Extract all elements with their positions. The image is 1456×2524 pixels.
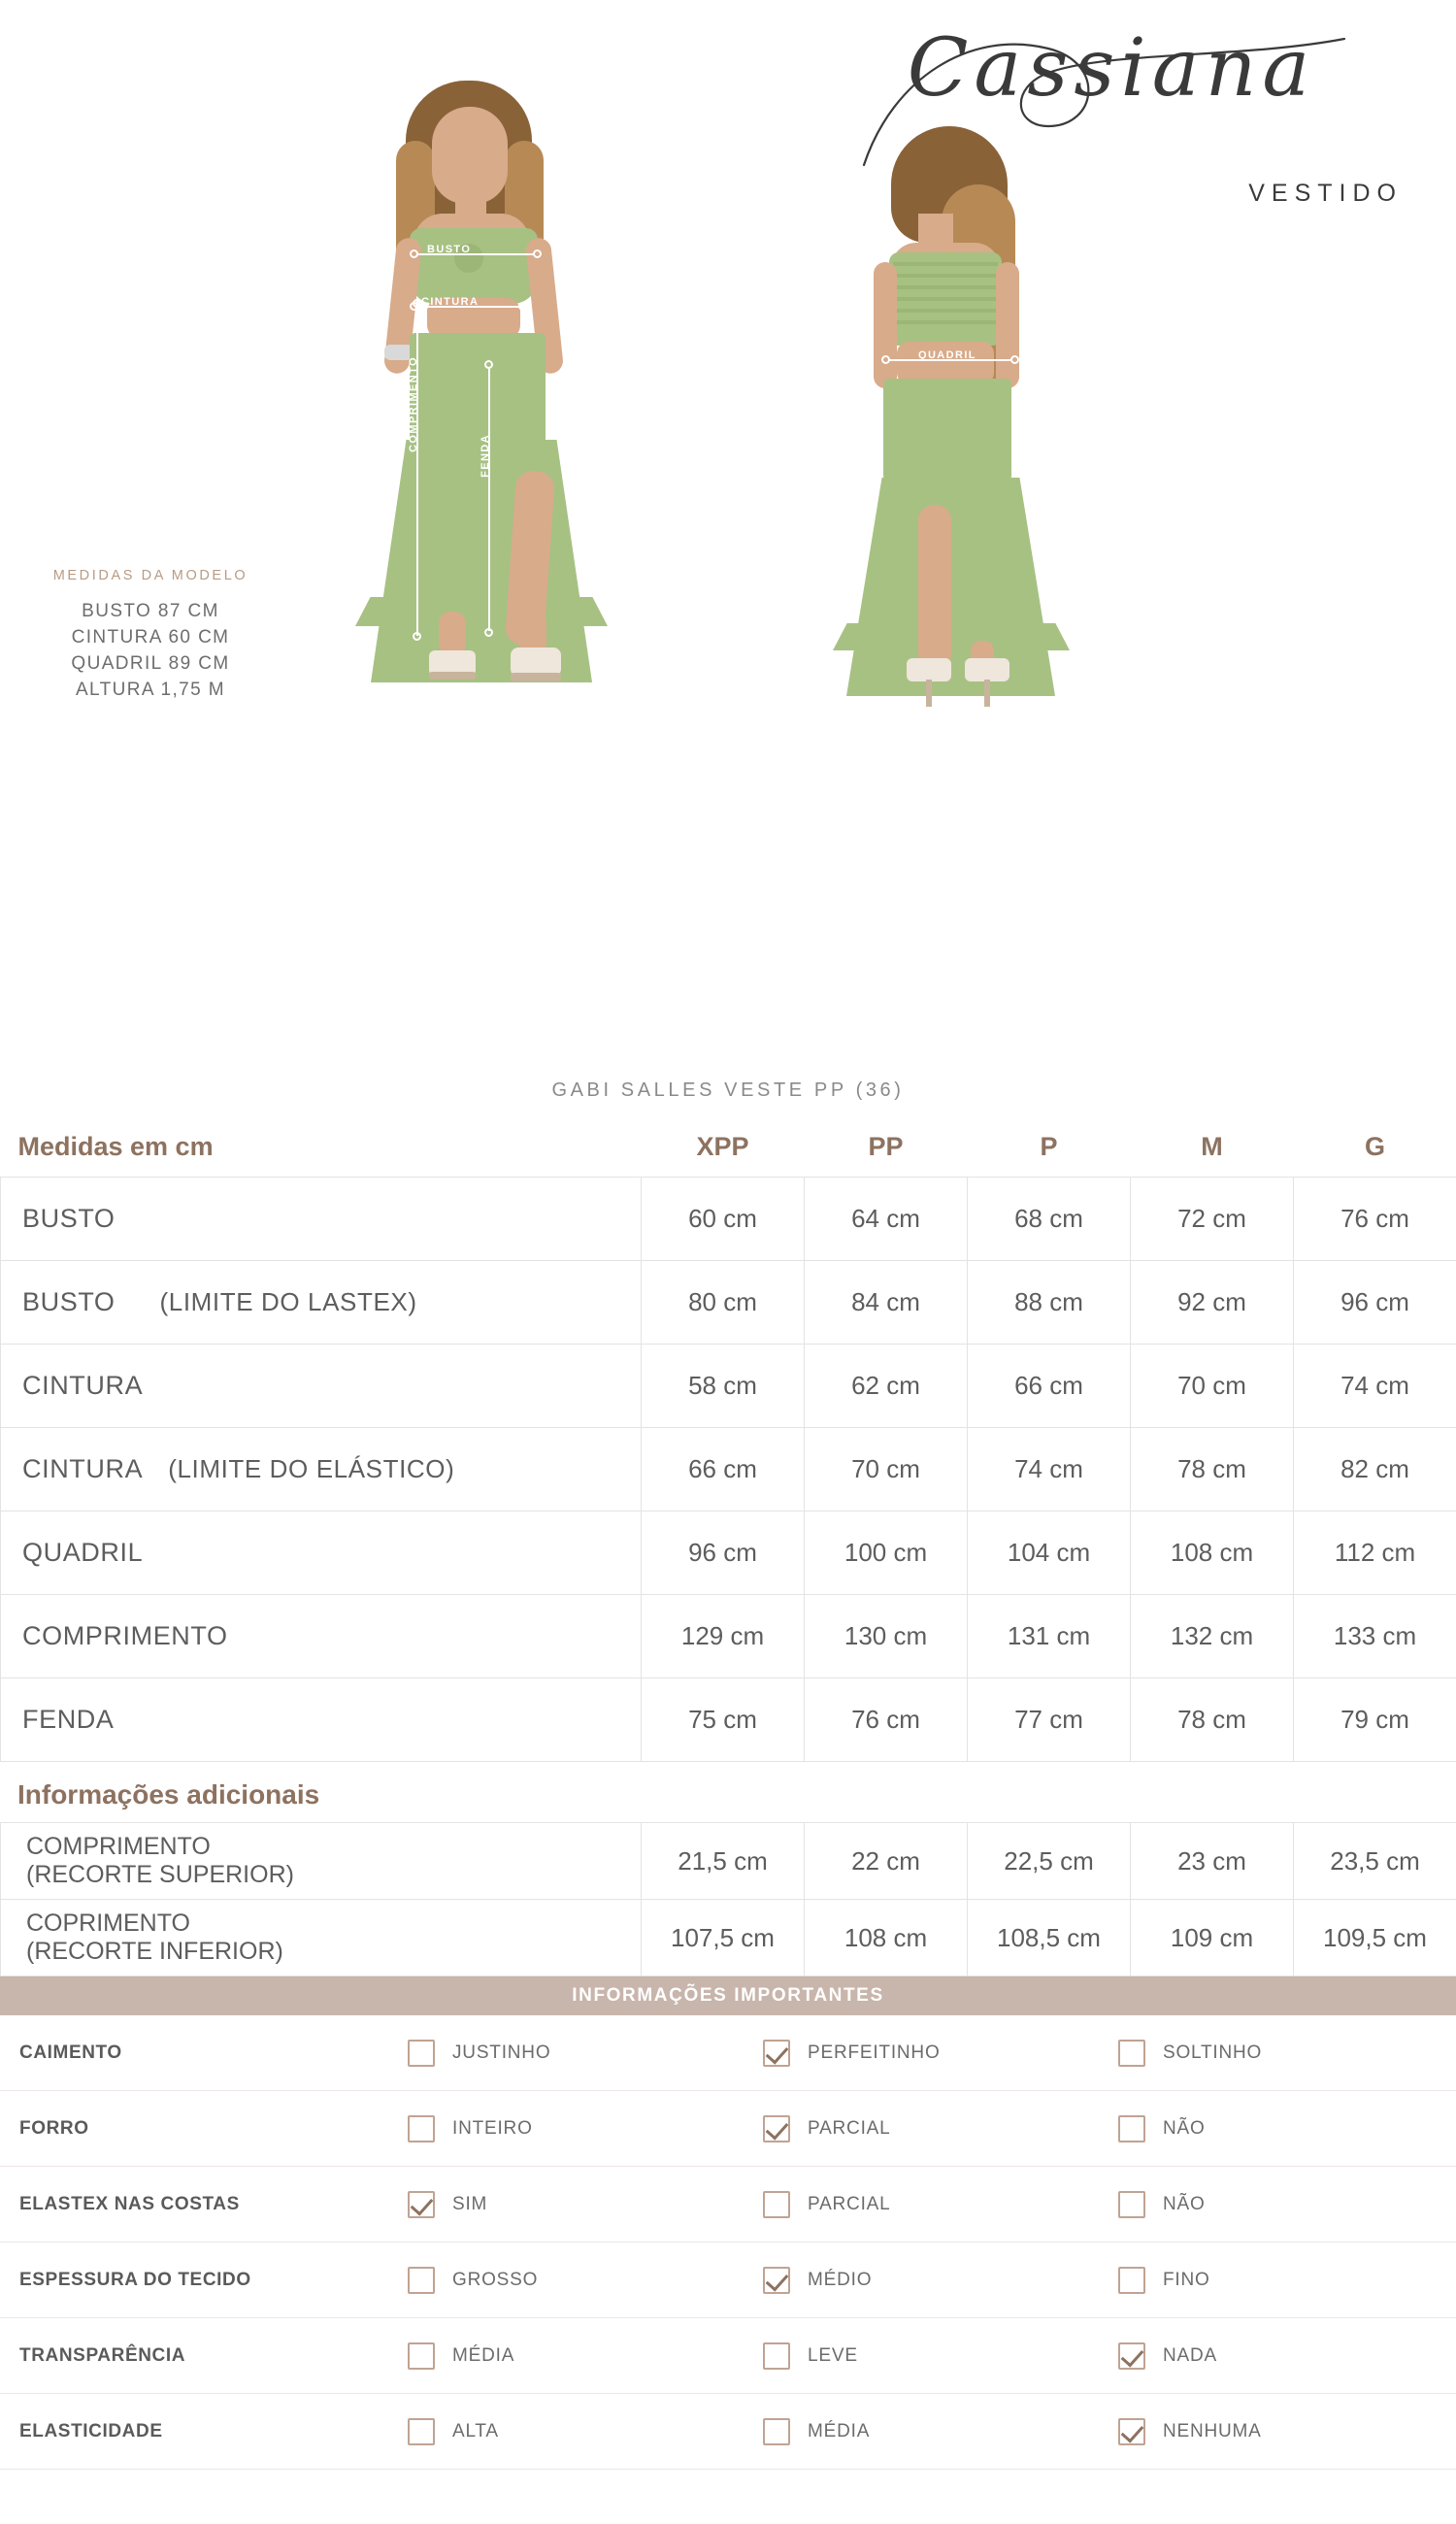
checkbox-elasticidade-nenhuma[interactable]: [1118, 2418, 1145, 2445]
cell-comprimento-m: 132 cm: [1131, 1595, 1294, 1678]
option-espessura-medio[interactable]: [763, 2242, 1118, 2318]
size-chart-title: Medidas em cm: [17, 1131, 214, 1161]
table-row: [1, 1178, 1456, 1261]
measure-label-quadril: QUADRIL: [918, 349, 976, 361]
cell-cintura-elastico-p: 74 cm: [968, 1428, 1131, 1511]
option-label: NADA: [1163, 2344, 1217, 2366]
checkbox-caimento-perfeitinho[interactable]: [763, 2040, 790, 2067]
cell-cintura-elastico-g: 82 cm: [1294, 1428, 1456, 1511]
checkbox-elastex-sim[interactable]: [408, 2191, 435, 2218]
table-row: [0, 2394, 1456, 2470]
checkbox-espessura-medio[interactable]: [763, 2267, 790, 2294]
brand-name: Cassiana: [907, 22, 1316, 115]
checkbox-elastex-nao[interactable]: [1118, 2191, 1145, 2218]
row-label-busto: [1, 1178, 642, 1261]
row-label-sub: (LIMITE DO LASTEX): [159, 1287, 417, 1316]
brand-subtitle: VESTIDO: [1248, 180, 1403, 207]
cell-busto-lastex-xpp: 80 cm: [642, 1261, 805, 1345]
option-label: MÉDIO: [808, 2269, 873, 2290]
size-header-g: G: [1364, 1131, 1385, 1161]
table-row: [0, 2015, 1456, 2091]
option-espessura-grosso[interactable]: [408, 2242, 763, 2318]
model-measurement-quadril: QUADRIL 89 CM: [71, 652, 230, 674]
row-label-quadril: [1, 1511, 642, 1595]
cell-quadril-xpp: 96 cm: [642, 1511, 805, 1595]
measure-line-fenda: [488, 367, 490, 631]
option-label: MÉDIA: [808, 2420, 871, 2441]
cell-busto-lastex-m: 92 cm: [1131, 1261, 1294, 1345]
cell-quadril-g: 112 cm: [1294, 1511, 1456, 1595]
cell-cintura-p: 66 cm: [968, 1345, 1131, 1428]
option-espessura-fino[interactable]: [1118, 2242, 1456, 2318]
measure-point-comprimento-bottom: [413, 632, 421, 641]
table-row: [1, 1678, 1456, 1762]
table-row: [0, 2242, 1456, 2318]
option-label: SIM: [452, 2193, 488, 2214]
measure-line-comprimento: [416, 306, 418, 636]
important-info-banner: INFORMAÇÕES IMPORTANTES: [0, 1976, 1456, 2015]
row-label-text: QUADRIL: [22, 1538, 144, 1567]
checkbox-espessura-grosso[interactable]: [408, 2267, 435, 2294]
cell-quadril-p: 104 cm: [968, 1511, 1131, 1595]
cell-fenda-xpp: 75 cm: [642, 1678, 805, 1762]
measure-label-comprimento: COMPRIMENTO: [408, 356, 419, 452]
cell-cintura-pp: 62 cm: [805, 1345, 968, 1428]
cell-busto-xpp: 60 cm: [642, 1178, 805, 1261]
option-elasticidade-alta[interactable]: [408, 2394, 763, 2470]
cell-busto-pp: 64 cm: [805, 1178, 968, 1261]
table-row: [1, 1261, 1456, 1345]
table-row: [1, 1345, 1456, 1428]
option-label: PARCIAL: [808, 2117, 891, 2139]
row-label-line1: COMPRIMENTO: [26, 1833, 211, 1861]
row-label-text: CINTURA: [22, 1371, 144, 1400]
important-row-label-transparencia: TRANSPARÊNCIA: [0, 2318, 408, 2394]
checkbox-elastex-parcial[interactable]: [763, 2191, 790, 2218]
cell-cintura-xpp: 58 cm: [642, 1345, 805, 1428]
size-chart-section: [0, 1116, 1456, 2470]
option-label: SOLTINHO: [1163, 2042, 1263, 2063]
row-label-text: CINTURA: [22, 1454, 144, 1483]
checkbox-forro-nao[interactable]: [1118, 2115, 1145, 2142]
option-label: NENHUMA: [1163, 2420, 1262, 2441]
cell-comp-inf-pp: 108 cm: [805, 1900, 968, 1976]
checkbox-espessura-fino[interactable]: [1118, 2267, 1145, 2294]
checkbox-elasticidade-media[interactable]: [763, 2418, 790, 2445]
row-label-cintura-elastico: [1, 1428, 642, 1511]
additional-info-title: Informações adicionais: [17, 1779, 320, 1810]
measure-label-cintura: CINTURA: [421, 296, 480, 308]
model-measurements-title: MEDIDAS DA MODELO: [52, 568, 248, 583]
model-photo-back: [825, 116, 1175, 1073]
size-header-pp: PP: [868, 1131, 904, 1161]
option-label: ALTA: [452, 2420, 499, 2441]
cell-comp-sup-g: 23,5 cm: [1294, 1823, 1456, 1900]
option-label: INTEIRO: [452, 2117, 533, 2139]
option-transparencia-leve[interactable]: [763, 2318, 1118, 2394]
table-row: [0, 2318, 1456, 2394]
checkbox-forro-parcial[interactable]: [763, 2115, 790, 2142]
size-header-p: P: [1040, 1131, 1058, 1161]
row-label-line2: (RECORTE SUPERIOR): [26, 1861, 294, 1888]
option-caimento-perfeitinho[interactable]: [763, 2015, 1118, 2091]
measure-label-fenda: FENDA: [480, 434, 491, 478]
cell-cintura-elastico-pp: 70 cm: [805, 1428, 968, 1511]
row-label-text: COMPRIMENTO: [22, 1621, 228, 1650]
option-transparencia-media[interactable]: [408, 2318, 763, 2394]
option-forro-nao[interactable]: [1118, 2091, 1456, 2167]
option-label: LEVE: [808, 2344, 858, 2366]
checkbox-elasticidade-alta[interactable]: [408, 2418, 435, 2445]
model-measurement-cintura: CINTURA 60 CM: [71, 626, 230, 648]
model-caption: GABI SALLES VESTE PP (36): [551, 1079, 905, 1101]
option-forro-parcial[interactable]: [763, 2091, 1118, 2167]
option-label: JUSTINHO: [452, 2042, 551, 2063]
option-label: NÃO: [1163, 2117, 1206, 2139]
table-row: [1, 1595, 1456, 1678]
cell-comp-inf-m: 109 cm: [1131, 1900, 1294, 1976]
important-row-label-caimento: CAIMENTO: [0, 2015, 408, 2091]
cell-busto-lastex-g: 96 cm: [1294, 1261, 1456, 1345]
cell-busto-m: 72 cm: [1131, 1178, 1294, 1261]
cell-quadril-m: 108 cm: [1131, 1511, 1294, 1595]
table-row: [1, 1511, 1456, 1595]
model-measurements: [39, 568, 262, 704]
option-forro-inteiro[interactable]: [408, 2091, 763, 2167]
cell-cintura-m: 70 cm: [1131, 1345, 1294, 1428]
table-row: [0, 2167, 1456, 2242]
cell-comp-sup-m: 23 cm: [1131, 1823, 1294, 1900]
additional-info-table: [0, 1822, 1456, 1976]
row-label-text: BUSTO: [22, 1287, 116, 1316]
row-label-comprimento-inferior: [1, 1900, 642, 1976]
row-label-fenda: [1, 1678, 642, 1762]
cell-comprimento-g: 133 cm: [1294, 1595, 1456, 1678]
option-label: PERFEITINHO: [808, 2042, 941, 2063]
cell-comp-sup-pp: 22 cm: [805, 1823, 968, 1900]
cell-busto-p: 68 cm: [968, 1178, 1131, 1261]
row-label-sub: (LIMITE DO ELÁSTICO): [168, 1454, 455, 1483]
table-row: [1, 1900, 1456, 1976]
cell-cintura-elastico-m: 78 cm: [1131, 1428, 1294, 1511]
option-elastex-sim[interactable]: [408, 2167, 763, 2242]
option-elasticidade-nenhuma[interactable]: [1118, 2394, 1456, 2470]
option-elasticidade-media[interactable]: [763, 2394, 1118, 2470]
row-label-line1: COPRIMENTO: [26, 1910, 190, 1938]
row-label-text: BUSTO: [22, 1204, 116, 1233]
checkbox-forro-inteiro[interactable]: [408, 2115, 435, 2142]
cell-busto-g: 76 cm: [1294, 1178, 1456, 1261]
cell-fenda-m: 78 cm: [1131, 1678, 1294, 1762]
cell-comp-sup-p: 22,5 cm: [968, 1823, 1131, 1900]
cell-quadril-pp: 100 cm: [805, 1511, 968, 1595]
cell-comp-inf-xpp: 107,5 cm: [642, 1900, 805, 1976]
measure-point-fenda-bottom: [484, 628, 493, 637]
cell-comp-inf-g: 109,5 cm: [1294, 1900, 1456, 1976]
row-label-busto-lastex: [1, 1261, 642, 1345]
checkbox-transparencia-leve[interactable]: [763, 2342, 790, 2370]
cell-fenda-g: 79 cm: [1294, 1678, 1456, 1762]
option-label: GROSSO: [452, 2269, 539, 2290]
checkbox-transparencia-nada[interactable]: [1118, 2342, 1145, 2370]
cell-comprimento-p: 131 cm: [968, 1595, 1131, 1678]
table-row: [0, 2091, 1456, 2167]
important-row-label-elasticidade: ELASTICIDADE: [0, 2394, 408, 2470]
table-row: [1, 1428, 1456, 1511]
option-elastex-nao[interactable]: [1118, 2167, 1456, 2242]
important-row-label-espessura: ESPESSURA DO TECIDO: [0, 2242, 408, 2318]
cell-comp-inf-p: 108,5 cm: [968, 1900, 1131, 1976]
cell-comprimento-xpp: 129 cm: [642, 1595, 805, 1678]
size-header-m: M: [1201, 1131, 1223, 1161]
table-row: [1, 1823, 1456, 1900]
hero-section: [0, 0, 1456, 1116]
important-info-table: [0, 2015, 1456, 2470]
option-elastex-parcial[interactable]: [763, 2167, 1118, 2242]
cell-fenda-p: 77 cm: [968, 1678, 1131, 1762]
checkbox-caimento-soltinho[interactable]: [1118, 2040, 1145, 2067]
important-row-label-elastex: ELASTEX NAS COSTAS: [0, 2167, 408, 2242]
size-header-xpp: XPP: [696, 1131, 749, 1161]
row-label-line2: (RECORTE INFERIOR): [26, 1938, 283, 1965]
cell-fenda-pp: 76 cm: [805, 1678, 968, 1762]
row-label-text: FENDA: [22, 1705, 115, 1734]
option-caimento-justinho[interactable]: [408, 2015, 763, 2091]
cell-busto-lastex-pp: 84 cm: [805, 1261, 968, 1345]
option-transparencia-nada[interactable]: [1118, 2318, 1456, 2394]
row-label-cintura: [1, 1345, 642, 1428]
option-caimento-soltinho[interactable]: [1118, 2015, 1456, 2091]
option-label: NÃO: [1163, 2193, 1206, 2214]
cell-cintura-elastico-xpp: 66 cm: [642, 1428, 805, 1511]
option-label: MÉDIA: [452, 2344, 515, 2366]
cell-busto-lastex-p: 88 cm: [968, 1261, 1131, 1345]
option-label: FINO: [1163, 2269, 1210, 2290]
model-measurement-busto: BUSTO 87 CM: [82, 601, 219, 621]
size-chart-header-row: [1, 1116, 1456, 1178]
cell-comp-sup-xpp: 21,5 cm: [642, 1823, 805, 1900]
model-photo-front: [320, 53, 699, 1073]
option-label: PARCIAL: [808, 2193, 891, 2214]
row-label-comprimento: [1, 1595, 642, 1678]
important-row-label-forro: FORRO: [0, 2091, 408, 2167]
measure-label-busto: BUSTO: [427, 244, 472, 255]
checkbox-caimento-justinho[interactable]: [408, 2040, 435, 2067]
size-chart-table: [0, 1116, 1456, 1762]
checkbox-transparencia-media[interactable]: [408, 2342, 435, 2370]
model-measurement-altura: ALTURA 1,75 M: [75, 679, 226, 700]
cell-cintura-g: 74 cm: [1294, 1345, 1456, 1428]
row-label-comprimento-superior: [1, 1823, 642, 1900]
cell-comprimento-pp: 130 cm: [805, 1595, 968, 1678]
